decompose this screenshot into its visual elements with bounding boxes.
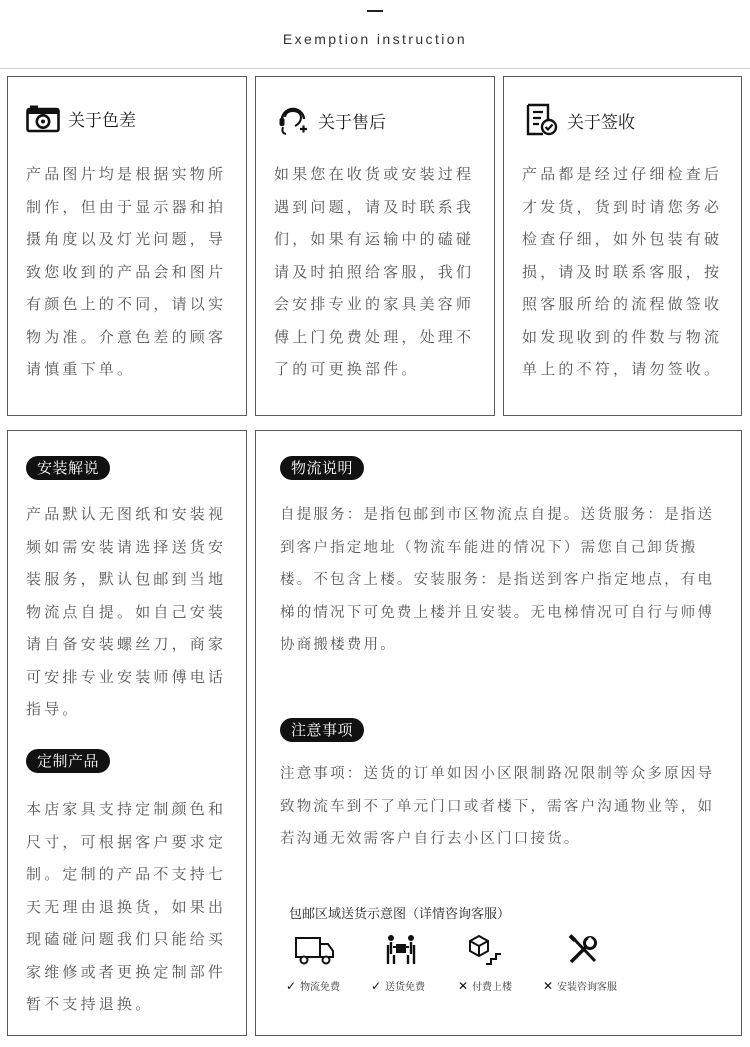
- card-text: 如果您在收货或安装过程遇到问题，请及时联系我们，如果有运输中的磕碰请及时拍照给客服，我们会安排专业的家具美容师傅上门免费处理，处理不了的可更换部件。: [274, 165, 475, 378]
- zone-label-logistics-free: [286, 978, 340, 993]
- delivery-person-icon: [384, 933, 418, 971]
- logistics-card: [255, 430, 742, 1036]
- install-custom-card: [7, 430, 247, 1036]
- card-header: [525, 103, 635, 137]
- zone-label-text: 付费上楼: [472, 982, 513, 993]
- card-text: 产品都是经过仔细检查后才发货，货到时请您务必检查仔细，如外包装有破损，请及时联系客服，按照客服所给的流程做签收如发现收到的件数与物流单上的不符，请勿签收。: [522, 165, 723, 378]
- header-dash: [367, 10, 383, 12]
- zone-label-text: 安装咨询客服: [557, 982, 618, 993]
- after-sales-card: [255, 76, 495, 416]
- card-header: [26, 103, 136, 133]
- zone-label-delivery-free: [371, 978, 425, 993]
- custom-text: 本店家具支持定制颜色和尺寸，可根据客户要求定制。定制的产品不支持七天无理由退换货，如果出现磕碰问题我们只能给买家维修或者更换定制部件暂不支持退换。: [26, 800, 227, 1013]
- zone-label-install-consult: [543, 978, 617, 993]
- delivery-zone-title: 包邮区域送货示意图（详情咨询客服）: [289, 907, 511, 922]
- card-title: 关于签收: [567, 112, 635, 133]
- color-difference-card: [7, 76, 247, 416]
- check-mark-icon: ✓: [286, 978, 297, 993]
- check-mark-icon: ✓: [371, 978, 382, 993]
- card-title: 关于色差: [68, 110, 136, 131]
- truck-icon: [294, 934, 336, 970]
- header-divider: [0, 68, 750, 69]
- camera-icon: [26, 103, 60, 133]
- logistics-badge: 物流说明: [280, 456, 364, 480]
- notice-text: 注意事项：送货的订单如因小区限制路况限制等众多原因导致物流车到不了单元门口或者楼下，需客户沟通物业等，如若沟通无效需客户自行去小区门口接货。: [280, 766, 715, 847]
- install-text: 产品默认无图纸和安装视频如需安装请选择送货安装服务，默认包邮到当地物流点自提。如自己安装请自备安装螺丝刀，商家可安排专业安装师傅电话指导。: [26, 505, 227, 718]
- zone-label-text: 送货免费: [385, 982, 426, 993]
- upstairs-box-icon: [469, 934, 503, 970]
- card-title: 关于售后: [318, 112, 386, 133]
- zone-label-paid-upstairs: [458, 978, 512, 993]
- receiving-card: [503, 76, 742, 416]
- custom-badge: 定制产品: [26, 749, 110, 773]
- sign-receipt-icon: [525, 103, 559, 137]
- page-title: Exemption instruction: [282, 31, 468, 47]
- install-badge: 安装解说: [26, 456, 110, 480]
- zone-label-text: 物流免费: [300, 982, 341, 993]
- tools-icon: [567, 934, 599, 970]
- logistics-text: 自提服务：是指包邮到市区物流点自提。送货服务：是指送到客户指定地址（物流车能进的情况下）需您自己卸货搬楼。不包含上楼。安装服务：是指送到客户指定地点，有电梯的情况下可免费上楼并且安装。无电梯情况可自行与师傅协商搬楼费用。: [280, 507, 715, 653]
- cross-mark-icon: ✕: [458, 978, 469, 993]
- notice-badge: 注意事项: [280, 718, 364, 742]
- card-header: [276, 103, 386, 137]
- customer-service-icon: [276, 103, 310, 137]
- card-text: 产品图片均是根据实物所制作，但由于显示器和拍摄角度以及灯光问题，导致您收到的产品会和图片有颜色上的不同，请以实物为准。介意色差的顾客请慎重下单。: [26, 165, 227, 378]
- cross-mark-icon: ✕: [543, 978, 554, 993]
